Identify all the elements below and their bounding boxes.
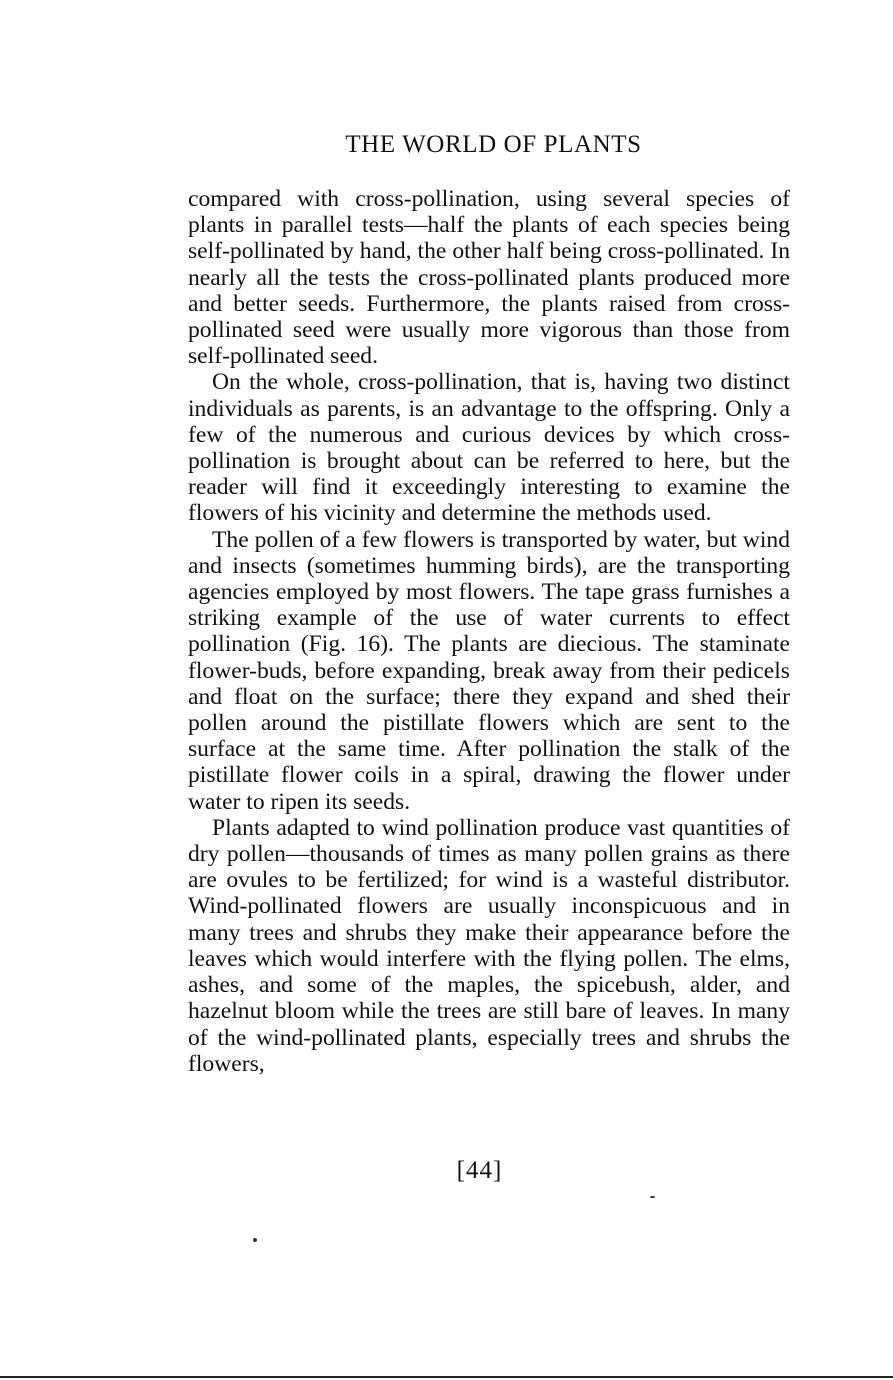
print-speck bbox=[650, 1196, 655, 1198]
paragraph-4: Plants adapted to wind pollination produce vast quantities of dry pollen—thousands of times as many pollen grains as there are ovules to be fertilized; for wind is a wasteful distributor. Wind-pollinated flowers are usually inconspicuous and in many trees and shrubs they make their appearance before the leaves which would interfere with the flying pollen. The elms, ashes, and some of the maples, the spicebush, alder, and hazelnut bloom while the trees are still bare of leaves. In many of the wind-pollinated plants, especially trees and shrubs the flowers, bbox=[188, 814, 790, 1077]
paragraph-1: compared with cross-pollination, using several species of plants in parallel tests—half the plants of each species being self-pollinated by hand, the other half being cross-pollinated. In nearly all the tests the cross-pollinated plants produced more and better seeds. Furthermore, the plants raised from cross-pollinated seed were usually more vigorous than those from self-pollinated seed. bbox=[188, 186, 790, 370]
running-head: THE WORLD OF PLANTS bbox=[345, 131, 642, 158]
text-body bbox=[188, 186, 790, 1077]
page-edge-rule bbox=[0, 1376, 893, 1378]
paragraph-3: The pollen of a few flowers is transported by water, but wind and insects (sometimes humming birds), are the transporting agencies employed by most flowers. The tape grass furnishes a striking example of the use of water currents to effect pollination (Fig. 16). The plants are diecious. The staminate flower-buds, before expanding, break away from their pedicels and float on the surface; there they expand and shed their pollen around the pistillate flowers which are sent to the surface at the same time. After pollination the stalk of the pistillate flower coils in a spiral, drawing the flower under water to ripen its seeds. bbox=[188, 526, 790, 815]
paragraph-2: On the whole, cross-pollination, that is, having two distinct individuals as parents, is an advantage to the offspring. Only a few of the numerous and curious devices by which cross-pollination is brought about can be referred to here, but the reader will find it exceedingly interesting to examine the flowers of his vicinity and determine the methods used. bbox=[188, 369, 790, 527]
page-number: [44] bbox=[456, 1157, 503, 1184]
print-speck bbox=[253, 1238, 257, 1242]
